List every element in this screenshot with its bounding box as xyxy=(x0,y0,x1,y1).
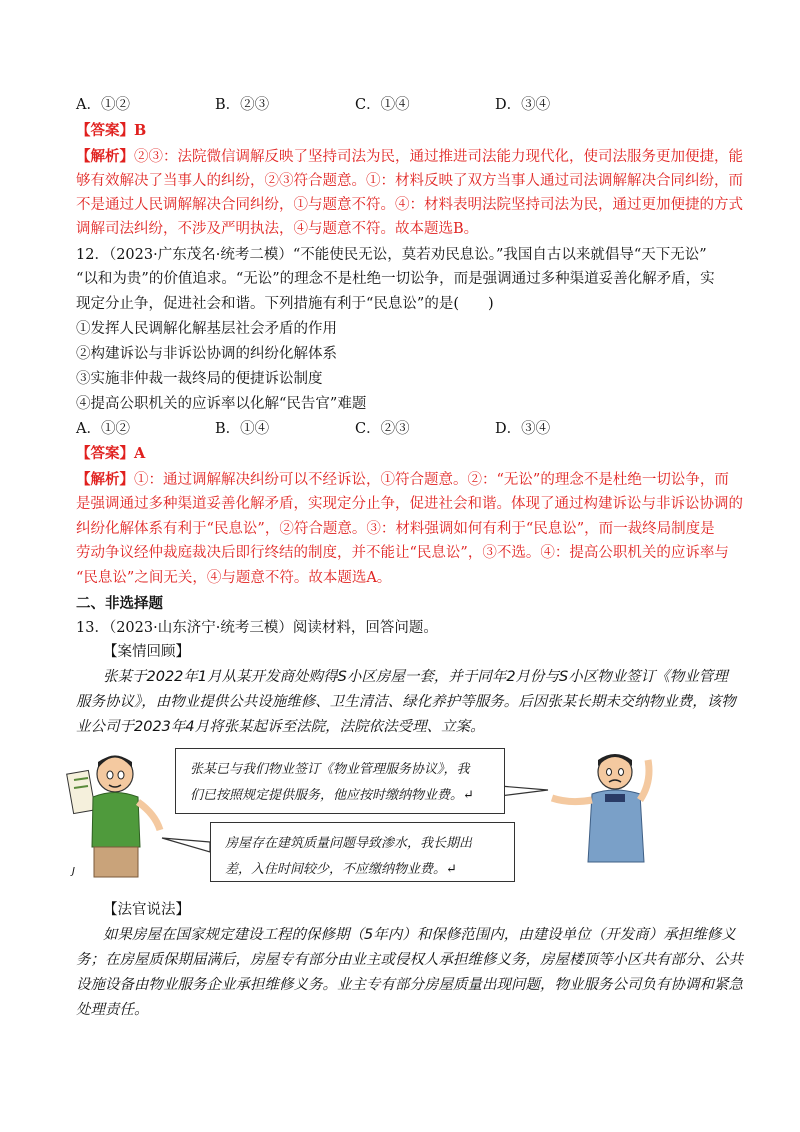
judge-line: 设施设备由物业服务企业承担维修义务。业主专有部分房屋质量出现问题，物业服务公司负有协调和紧急 xyxy=(76,977,743,993)
q11-answer: 【答案】B xyxy=(76,122,147,139)
judge-line: 务；在房屋质保期届满后，房屋专有部分由业主或侵权人承担维修义务，房屋楼顶等小区共有部分、公共 xyxy=(76,952,743,968)
property-staff-figure-icon xyxy=(552,754,649,862)
q11-analysis-line: 调解司法纠纷，不涉及严明执法，④与题意不符。故本题选B。 xyxy=(76,221,479,237)
image-mark: J xyxy=(72,866,75,877)
speech-bubble-property xyxy=(175,748,505,814)
option-c: C．①④ xyxy=(355,97,410,113)
tenant-figure-icon xyxy=(67,756,160,877)
case-line: 服务协议》，由物业提供公共设施维修、卫生清洁、绿化养护等服务。后因张某长期未交纳物业费，该物 xyxy=(76,694,736,710)
q12-analysis-line: 是强调通过多种渠道妥善化解矛盾，实现定分止争，促进社会和谐。体现了通过构建诉讼与非诉讼协调的 xyxy=(76,496,743,512)
q11-analysis-line: 不是通过人民调解解决合同纠纷，①与题意不符。④：材料表明法院坚持司法为民，通过更加便捷的方式 xyxy=(76,197,743,213)
q12-answer: 【答案】A xyxy=(76,445,146,462)
option-b: B．①④ xyxy=(215,421,270,437)
q12-stem-line: 12．（2023·广东茂名·统考二模）“不能使民无讼，莫若劝民息讼。”我国自古以来就倡导“天下无讼” xyxy=(76,247,707,263)
bubble-line: 张某已与我们物业签订《物业管理服务协议》，我 xyxy=(190,762,470,777)
case-line: 业公司于2023年4月将张某起诉至法院，法院依法受理、立案。 xyxy=(76,719,485,735)
bubble-line: 差，入住时间较少，不应缴纳物业费。↵ xyxy=(225,862,457,877)
judge-line: 如果房屋在国家规定建设工程的保修期（5年内）和保修范围内，由建设单位（开发商）承担维修义 xyxy=(103,927,736,943)
q12-analysis-line: 劳动争议经仲裁庭裁决后即行终结的制度，并不能让“民息讼”，③不选。④：提高公职机关的应诉率与 xyxy=(76,545,729,561)
q12-item: ①发挥人民调解化解基层社会矛盾的作用 xyxy=(76,321,337,337)
q13-stem: 13．（2023·山东济宁·统考三模）阅读材料，回答问题。 xyxy=(76,620,438,636)
cartoon-illustration xyxy=(60,742,750,882)
q12-item: ③实施非仲裁一裁终局的便捷诉讼制度 xyxy=(76,371,323,387)
option-a: A．①② xyxy=(76,421,130,437)
option-c: C．②③ xyxy=(355,421,410,437)
option-d: D．③④ xyxy=(495,421,551,437)
bubble-line: 房屋存在建筑质量问题导致渗水，我长期出 xyxy=(225,836,473,851)
q12-stem-line: 现定分止争，促进社会和谐。下列措施有利于“民息讼”的是( ) xyxy=(76,296,494,312)
q12-analysis-line: “民息讼”之间无关，④与题意不符。故本题选A。 xyxy=(76,570,392,586)
speech-bubble-tenant xyxy=(210,822,515,882)
section-title: 二、非选择题 xyxy=(76,595,163,612)
q12-analysis-line: 纠纷化解体系有利于“民息讼”，②符合题意。③：材料强调如何有利于“民息讼”，而一裁终局制度是 xyxy=(76,521,715,537)
case-title: 【案情回顾】 xyxy=(103,644,190,660)
option-b: B．②③ xyxy=(215,97,270,113)
bubble-line: 们已按照规定提供服务，他应按时缴纳物业费。↵ xyxy=(190,788,474,803)
judge-line: 处理责任。 xyxy=(76,1002,149,1018)
q12-item: ②构建诉讼与非诉讼协调的纠纷化解体系 xyxy=(76,346,337,362)
case-line: 张某于2022年1月从某开发商处购得S小区房屋一套，并于同年2月份与S小区物业签订《物业管理 xyxy=(103,669,728,685)
q12-item: ④提高公职机关的应诉率以化解“民告官”难题 xyxy=(76,396,367,412)
q11-analysis-line: 【解析】②③：法院微信调解反映了坚持司法为民，通过推进司法能力现代化，使司法服务更加便捷，能 xyxy=(76,148,743,165)
option-d: D．③④ xyxy=(495,97,551,113)
q11-analysis-line: 够有效解决了当事人的纠纷，②③符合题意。①：材料反映了双方当事人通过司法调解解决合同纠纷，而 xyxy=(76,173,743,189)
q12-analysis-line: 【解析】①：通过调解解决纠纷可以不经诉讼，①符合题意。②：“无讼”的理念不是杜绝一切讼争，而 xyxy=(76,471,729,488)
q12-stem-line: “以和为贵”的价值追求。“无讼”的理念不是杜绝一切讼争，而是强调通过多种渠道妥善化解矛盾，实 xyxy=(76,271,715,287)
option-a: A．①② xyxy=(76,97,130,113)
judge-title: 【法官说法】 xyxy=(103,902,190,918)
